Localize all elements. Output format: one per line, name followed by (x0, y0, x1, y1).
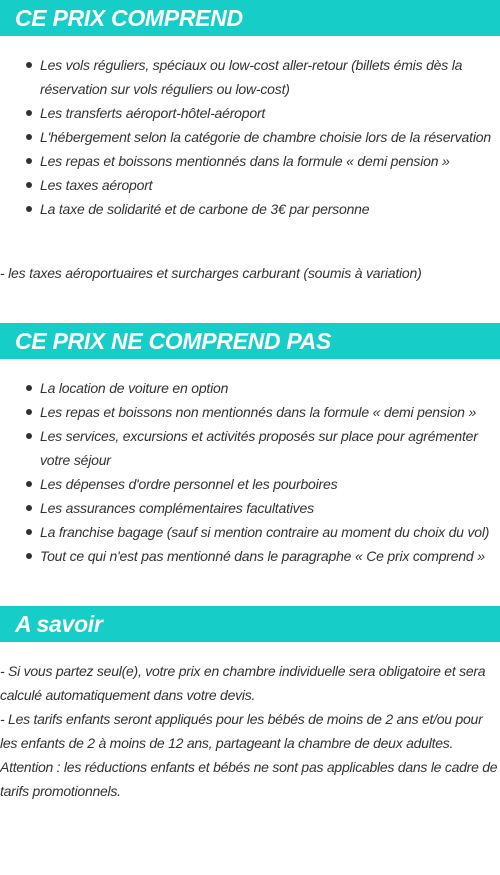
excludes-list (0, 376, 500, 568)
list-item: L'hébergement selon la catégorie de chambre choisie lors de la réservation (0, 125, 500, 149)
list-item: Les repas et boissons non mentionnés dans la formule « demi pension » (0, 400, 500, 424)
info-header: A savoir (0, 606, 500, 642)
info-paragraph: - Si vous partez seul(e), votre prix en chambre individuelle sera obligatoire et sera calculé automatiquement dans votre devis. (0, 663, 486, 703)
list-item: La location de voiture en option (0, 376, 500, 400)
info-paragraph: - Les tarifs enfants seront appliqués pour les bébés de moins de 2 ans et/ou pour les enfants de 2 à moins de 12 ans, partageant la chambre de deux adultes. (0, 711, 483, 751)
includes-list (0, 53, 500, 221)
includes-note: - les taxes aéroportuaires et surcharges carburant (soumis à variation) (0, 265, 422, 281)
list-item: Les vols réguliers, spéciaux ou low-cost aller-retour (billets émis dès la réservation sur vols réguliers ou low-cost) (0, 53, 500, 101)
info-body (0, 659, 500, 803)
list-item: Les services, excursions et activités proposés sur place pour agrémenter votre séjour (0, 424, 500, 472)
list-item: Les repas et boissons mentionnés dans la formule « demi pension » (0, 149, 500, 173)
info-paragraph: Attention : les réductions enfants et bébés ne sont pas applicables dans le cadre de tarifs promotionnels. (0, 759, 498, 799)
includes-header: CE PRIX COMPREND (0, 0, 500, 36)
list-item: La taxe de solidarité et de carbone de 3€ par personne (0, 197, 500, 221)
list-item: Les dépenses d'ordre personnel et les pourboires (0, 472, 500, 496)
list-item: La franchise bagage (sauf si mention contraire au moment du choix du vol) (0, 520, 500, 544)
list-item: Les taxes aéroport (0, 173, 500, 197)
list-item: Les transferts aéroport-hôtel-aéroport (0, 101, 500, 125)
list-item: Les assurances complémentaires facultatives (0, 496, 500, 520)
list-item: Tout ce qui n'est pas mentionné dans le paragraphe « Ce prix comprend » (0, 544, 500, 568)
excludes-header: CE PRIX NE COMPREND PAS (0, 323, 500, 359)
